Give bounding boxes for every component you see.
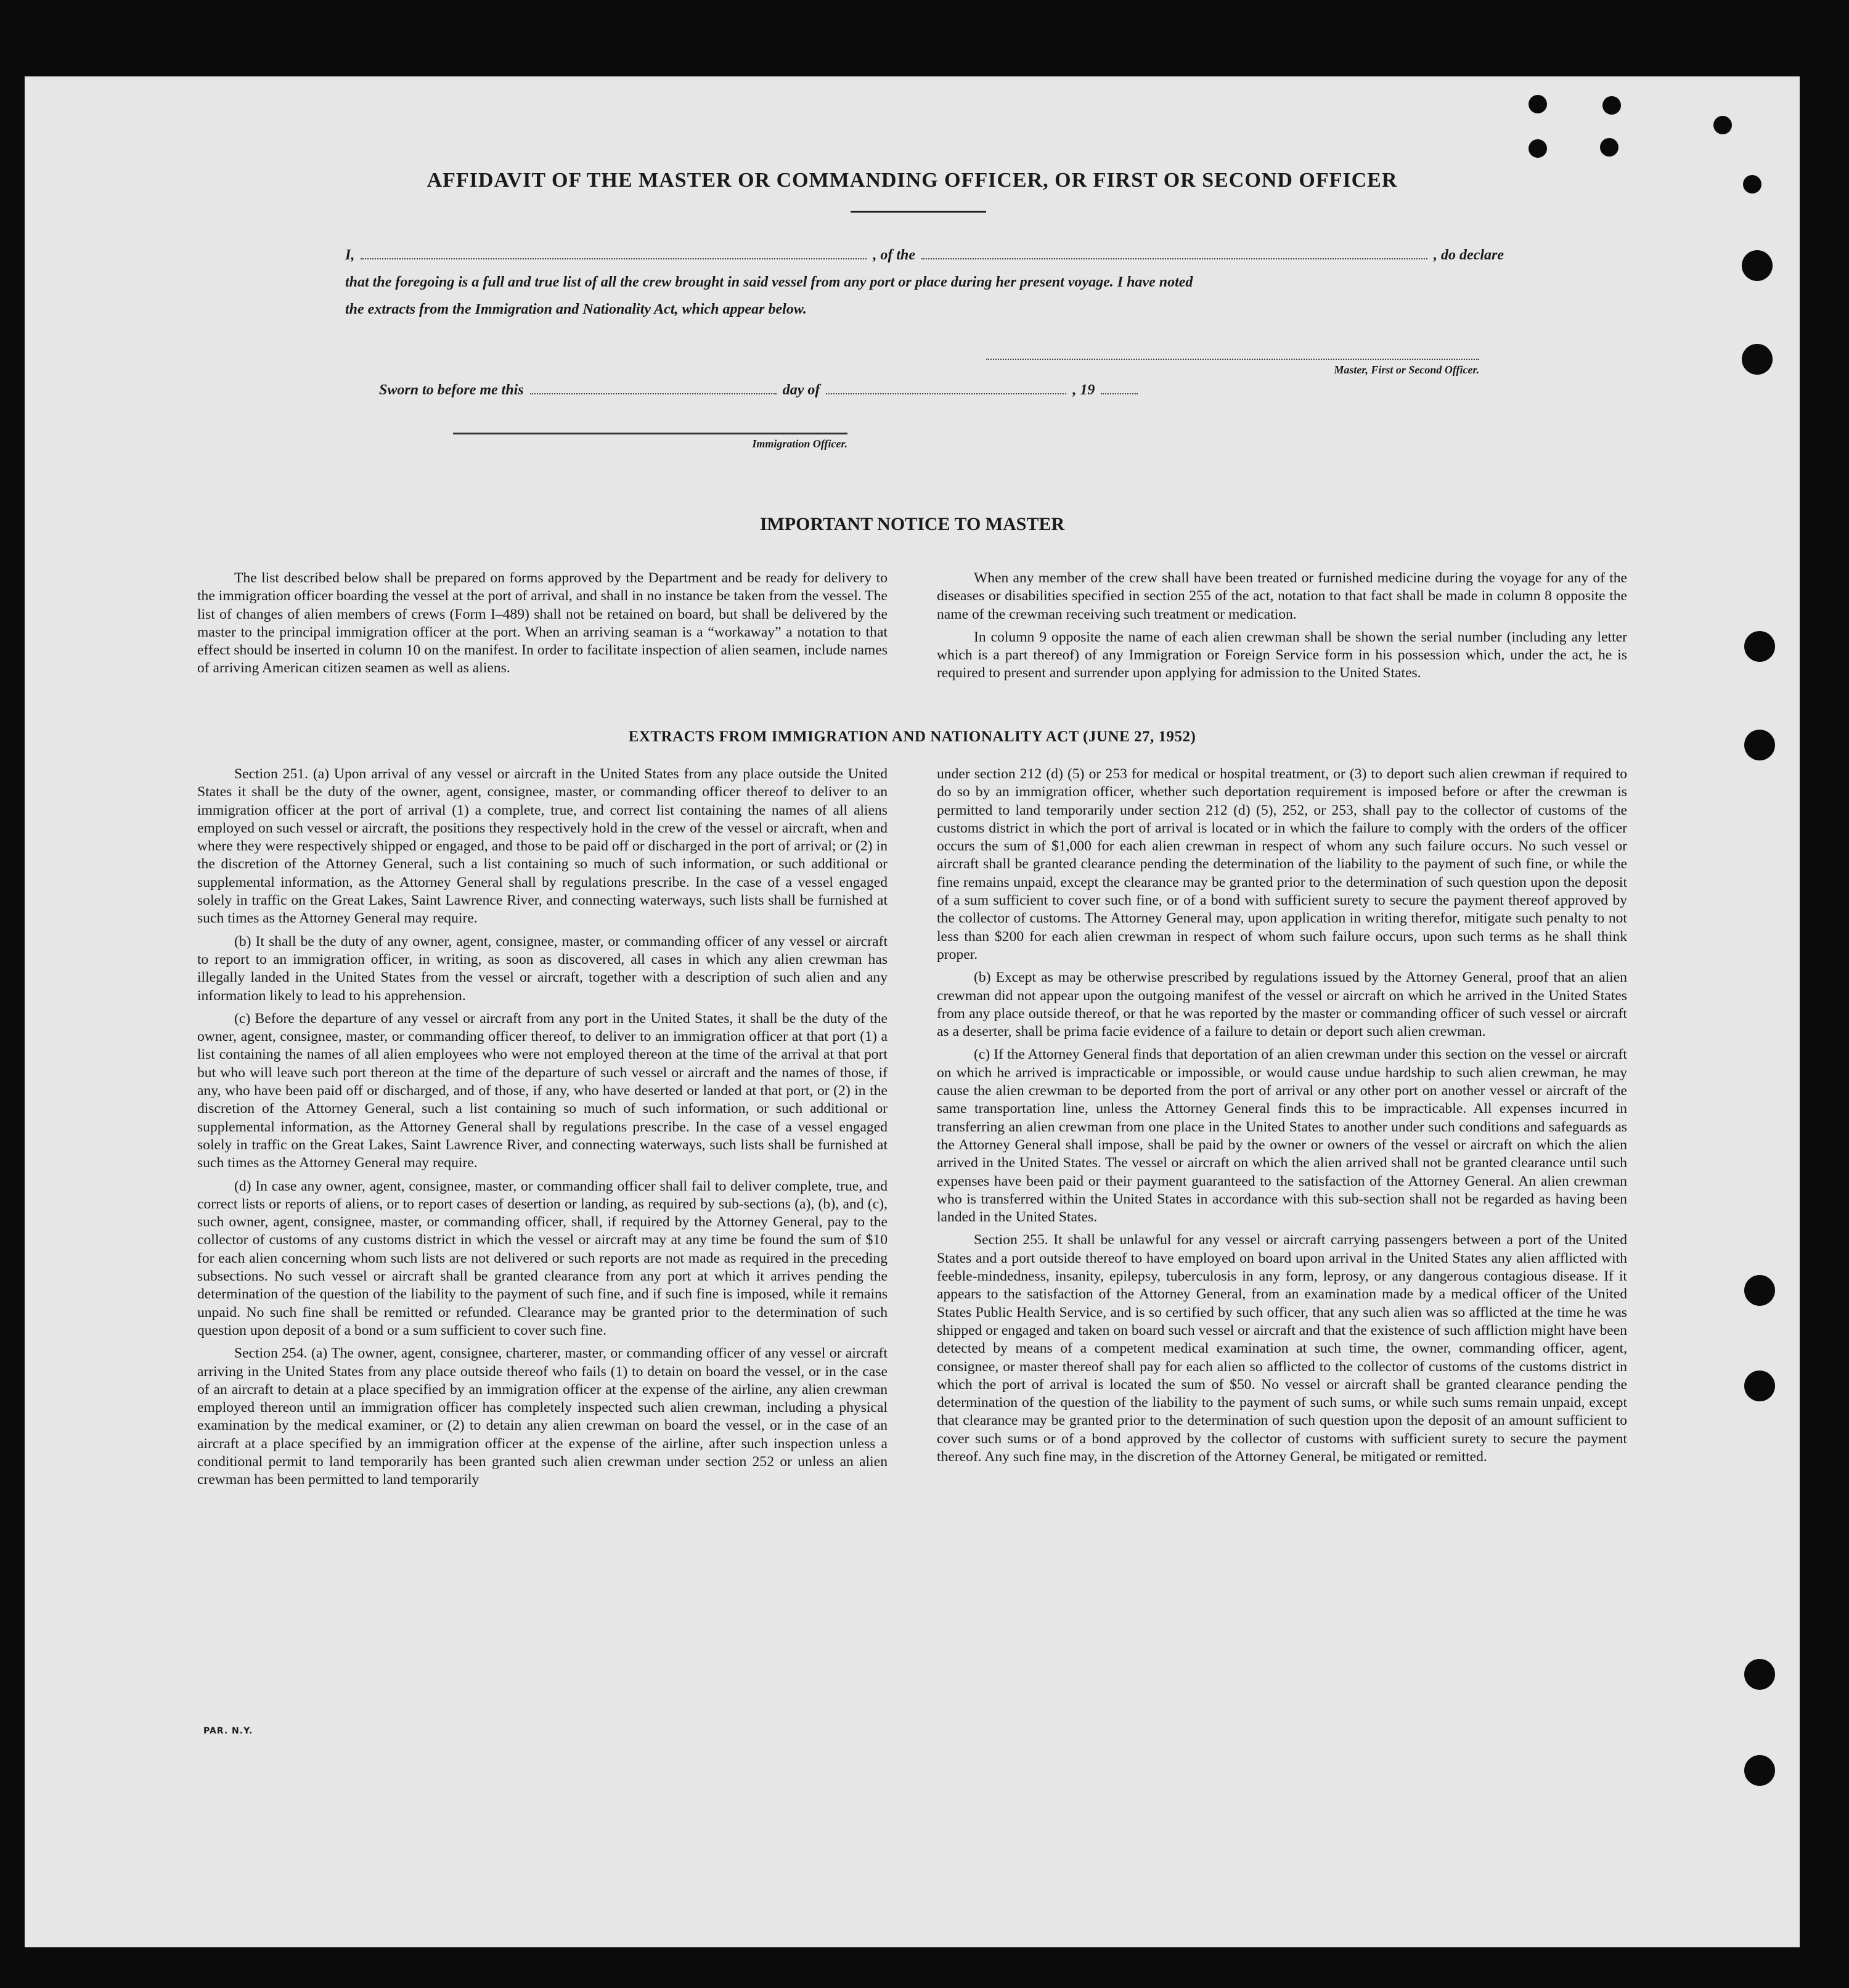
extract-paragraph: Section 254. (a) The owner, agent, consignee, charterer, master, or commanding officer of any vessel or aircraft arriving in the United States from any place outside thereof who fails (1) to detain on board the vessel, or in the case of an aircraft to detain at a place specified by an immigration officer at the expense of the airline, any alien crewman employed thereon until an immigration officer has completely inspected such alien crewman, including a physical examination by the medical examiner, or (2) to detain any alien crewman on board the vessel, or in the case of an aircraft at a place specified by an immigration officer at the expense of the airline, after such inspection unless a conditional permit to land temporarily has been granted such alien crewman under section 252 or unless an alien crewman has been permitted to land temporarily <box>197 1345 888 1488</box>
notice-title: IMPORTANT NOTICE TO MASTER <box>759 514 1065 534</box>
notice-right-column <box>937 569 1627 688</box>
immigration-officer-signature-line[interactable] <box>453 433 847 434</box>
punch-hole <box>1529 139 1547 158</box>
immigration-officer-label: Immigration Officer. <box>752 438 847 450</box>
year-blank[interactable] <box>1101 380 1138 394</box>
notice-paragraph: The list described below shall be prepared on forms approved by the Department and be ready for delivery to the immigration officer boarding the vessel at the port of arrival, and shall in no instance be taken from the vessel. The list of changes of alien members of crews (Form I–489) shall not be retained on board, but shall be delivered by the master to the principal immigration officer at the port. When an arriving seaman is a “workaway” a notation to that effect should be inserted in column 10 on the manifest. In order to facilitate inspection of alien seamen, include names of arriving American citizen seamen as well as aliens. <box>197 570 888 677</box>
notice-paragraph: When any member of the crew shall have been treated or furnished medicine during the voyage for any of the diseases or disabilities specified in section 255 of the act, notation to that fact shall be made in column 8 opposite the name of the crewman receiving such treatment or medication. <box>937 570 1627 622</box>
sworn-line <box>379 380 1242 399</box>
punch-hole <box>1713 116 1732 134</box>
affidavit-title: AFFIDAVIT OF THE MASTER OR COMMANDING OFFICER, OR FIRST OR SECOND OFFICER <box>427 169 1398 192</box>
vessel-blank[interactable] <box>921 245 1427 259</box>
notice-left-column <box>197 569 888 683</box>
title-rule <box>851 211 986 213</box>
extract-paragraph: (c) If the Attorney General finds that deportation of an alien crewman under this section on the vessel or aircraft on which he arrived is impracticable or impossible, or would cause undue hardship to such alien crewman, he may cause the alien crewman to be deported from the port of arrival or any other port on another vessel or aircraft of the same transportation line, unless the Attorney General finds this to be impracticable. All expenses incurred in transferring an alien crewman from one place in the United States to another under such conditions and safeguards as the Attorney General shall impose, shall be paid by the owner or owners of the vessel or aircraft on which the alien arrived in the United States. The vessel or aircraft on which the alien arrived shall not be granted clearance until such expenses have been paid or their payment guaranteed to the satisfaction of the Attorney General. An alien crewman who is transferred within the United States in accordance with this sub-section shall not be regarded as having been landed in the United States. <box>937 1046 1627 1226</box>
punch-hole <box>1529 95 1547 113</box>
extract-paragraph: Section 255. It shall be unlawful for any vessel or aircraft carrying passengers between a port of the United States and a port outside thereof to have employed on board upon arrival in the United States any alien afflicted with feeble-mindedness, insanity, epilepsy, tuberculosis in any form, leprosy, or any dangerous contagious disease. If it appears to the satisfaction of the Attorney General, from an examination made by a medical officer of the United States Public Health Service, and is so certified by such officer, that any such alien was so afflicted at the time he was shipped or engaged and taken on board such vessel or aircraft and that the existence of such affliction might have been detected by means of a competent medical examination at such time, the owner, commanding officer, agent, consignee, or master thereof shall pay for each alien so afflicted to the collector of customs of the customs district in which the port of arrival is located the sum of $50. No vessel or aircraft shall be granted clearance pending the determination of the question of the liability to the payment of such sums, or while such sums remain unpaid, except that clearance may be granted prior to the determination of such question upon the deposit of an amount sufficient to cover such sums or of a bond approved by the collector of customs with sufficient surety to secure the payment thereof. Any such fine may, in the discretion of the Attorney General, be mitigated or remitted. <box>937 1232 1627 1465</box>
punch-hole <box>1742 250 1773 281</box>
signature-line[interactable] <box>986 359 1479 360</box>
sworn-label: Sworn to before me this <box>379 382 524 398</box>
statement-line: that the foregoing is a full and true list of all the crew brought in said vessel from any port or place during her present voyage. I have noted <box>345 274 1193 290</box>
statement-line: the extracts from the Immigration and Nationality Act, which appear below. <box>345 301 807 317</box>
extract-paragraph: (b) Except as may be otherwise prescribed by regulations issued by the Attorney General, proof that an alien crewman did not appear upon the outgoing manifest of the vessel or aircraft on which he arrived in the United States from any place outside thereof, or that he was reported by the master or commanding officer of such vessel or aircraft as a deserter, shall be prima facie evidence of a failure to detain or deport such alien crewman. <box>937 969 1627 1040</box>
name-blank[interactable] <box>361 245 867 259</box>
extract-paragraph: under section 212 (d) (5) or 253 for medical or hospital treatment, or (3) to deport such alien crewman if required to do so by an immigration officer, whether such deportation requirement is imposed before or after the crewman is permitted to land temporarily under section 212 (d) (5), 252, or 253, shall pay to the collector of customs of the customs district in which the port of arrival is located or in which the failure to comply with the orders of the officer occurs the sum of $1,000 for each alien crewman in respect of whom any such failure occurs. No such vessel or aircraft shall be granted clearance pending the determination of the liability to the payment of such fine, or while the fine remains unpaid, except the clearance may be granted prior to the determination of such question upon the deposit of a sum sufficient to cover such fine, or of a bond with sufficient surety to secure the payment thereof approved by the collector of customs. The Attorney General may, upon application in writing therefor, mitigate such penalty to not less than $200 for each alien crewman in respect of whom such failure occurs, upon such terms as he shall think proper. <box>937 766 1627 963</box>
declaration-block <box>345 242 1504 323</box>
document-page <box>25 76 1800 1947</box>
punch-hole <box>1742 344 1773 375</box>
punch-hole <box>1744 1275 1775 1306</box>
extract-paragraph: (c) Before the departure of any vessel or aircraft from any port in the United States, it shall be the duty of the owner, agent, consignee, master, or commanding officer thereof, to deliver to an immigration officer at that port (1) a list containing the names of all alien employees who were not employed thereon at the time of the arrival at that port but who will leave such port thereon at the time of the departure of such vessel or aircraft and the names of those, if any, who have been paid off or discharged, and of those, if any, who have deserted or landed at that port, or (2) in the discretion of the Attorney General, such a list containing so much of such information, or such additional or supplemental information, as the Attorney General shall by regulations prescribe. In the case of a vessel engaged solely in traffic on the Great Lakes, Saint Lawrence River, and connecting waterways, such lists shall be furnished at such times as the Attorney General may require. <box>197 1010 888 1171</box>
day-blank[interactable] <box>530 380 777 394</box>
i-label: I, <box>345 247 355 263</box>
notice-paragraph: In column 9 opposite the name of each alien crewman shall be shown the serial number (including any letter which is a part thereof) of any Immigration or Foreign Service form in his possession which, under the act, he is required to present and surrender upon applying for admission to the United States. <box>937 629 1627 682</box>
declaration-line <box>345 242 1504 269</box>
extract-paragraph: (d) In case any owner, agent, consignee, master, or commanding officer shall fail to deliver complete, true, and correct lists or reports of aliens, or to report cases of desertion or landing, as required by sub-sections (a), (b), and (c), such owner, agent, consignee, master, or commanding officer, shall, if required by the Attorney General, pay to the collector of customs of any customs district in which the vessel or aircraft may at any time be found the sum of $10 for each alien concerning whom such lists are not delivered or such reports are not made as required in the preceding subsections. No such vessel or aircraft shall be granted clearance from any port at which it arrives pending the determination of the question of the liability to the payment of such fine, and if such fine is imposed, while it remains unpaid. No such fine shall be remitted or refunded. Clearance may be granted prior to the determination of such question upon deposit of a bond or a sum sufficient to cover such fine. <box>197 1178 888 1338</box>
punch-hole <box>1744 631 1775 662</box>
printer-code: PAR. N.Y. <box>203 1726 253 1736</box>
extract-paragraph: (b) It shall be the duty of any owner, agent, consignee, master, or commanding officer of any vessel or aircraft to report to an immigration officer, in writing, as soon as discovered, all cases in which any alien crewman has illegally landed in the United States from the vessel or aircraft, together with a description of such alien and any information likely to lead to his apprehension. <box>197 933 888 1004</box>
of-the-label: , of the <box>873 247 916 263</box>
signature-label: Master, First or Second Officer. <box>1334 364 1479 376</box>
punch-hole <box>1744 1659 1775 1690</box>
extract-paragraph: Section 251. (a) Upon arrival of any vessel or aircraft in the United States from any place outside the United States it shall be the duty of the owner, agent, consignee, master, or commanding officer thereof to deliver to an immigration officer at the port of arrival (1) a complete, true, and correct list containing the names of all aliens employed on such vessel or aircraft, the positions they respectively hold in the crew of the vessel or aircraft, when and where they were respectively shipped or engaged, and those to be paid off or discharged in the port of arrival; or (2) in the discretion of the Attorney General, such a list containing so much of such information, or such additional or supplemental information, as the Attorney General shall by regulations prescribe. In the case of a vessel engaged solely in traffic on the Great Lakes, Saint Lawrence River, and connecting waterways, such lists shall be furnished at such times as the Attorney General may require. <box>197 766 888 927</box>
year-label: , 19 <box>1072 382 1095 398</box>
punch-hole <box>1602 96 1621 115</box>
extracts-left-column <box>197 765 888 1494</box>
do-declare-label: , do declare <box>1434 247 1504 263</box>
day-of-label: day of <box>782 382 820 398</box>
extracts-right-column <box>937 765 1627 1471</box>
extracts-title: EXTRACTS FROM IMMIGRATION AND NATIONALITY ACT (JUNE 27, 1952) <box>628 728 1196 745</box>
punch-hole <box>1744 1755 1775 1786</box>
month-blank[interactable] <box>826 380 1066 394</box>
punch-hole <box>1600 138 1618 157</box>
punch-hole <box>1744 1371 1775 1401</box>
